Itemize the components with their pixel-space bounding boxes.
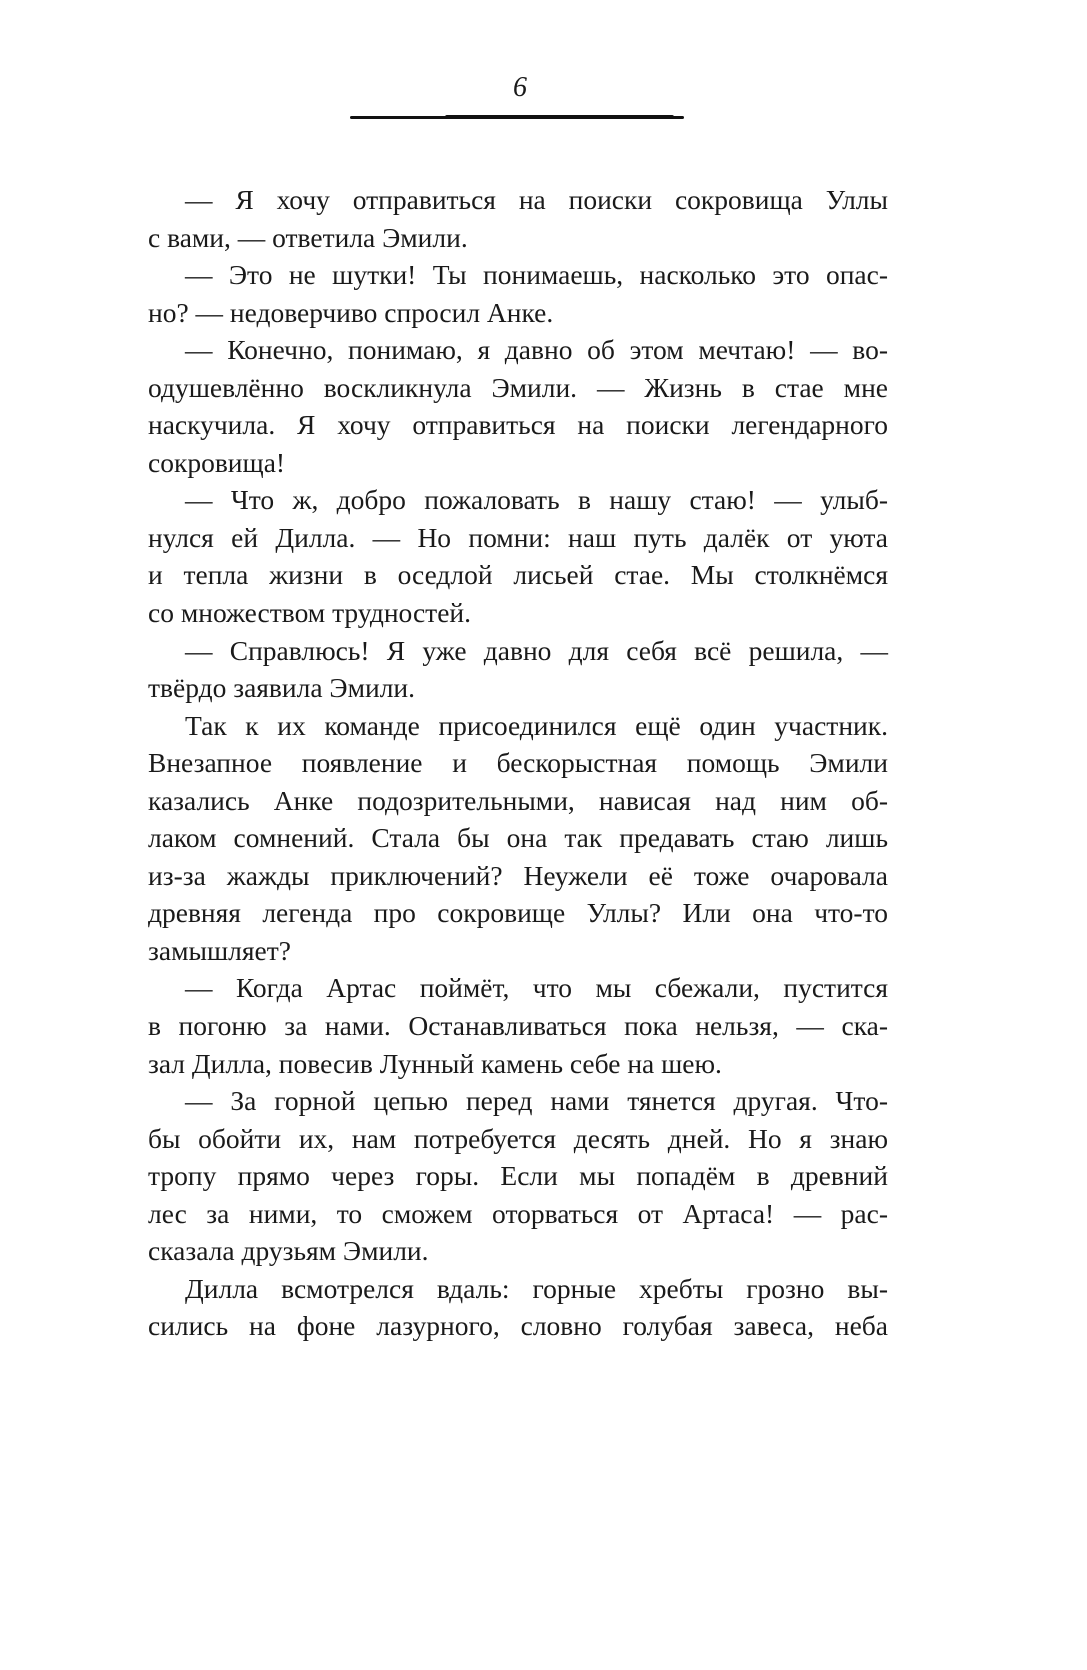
text-line: древняя легенда про сокровище Уллы? Или она что-то bbox=[148, 897, 888, 929]
text-line: бы обойти их, нам потребуется десять дней. Но я знаю bbox=[148, 1122, 888, 1154]
text-line: твёрдо заявила Эмили. bbox=[148, 672, 416, 704]
header-rule bbox=[350, 116, 684, 119]
text-line: — Что ж, добро пожаловать в нашу стаю! — улыб- bbox=[185, 484, 888, 516]
text-line: зал Дилла, повесив Лунный камень себе на шею. bbox=[148, 1047, 722, 1079]
text-line: в погоню за нами. Останавливаться пока нельзя, — ска- bbox=[148, 1010, 888, 1042]
text-line: из-за жажды приключений? Неужели её тоже очаровала bbox=[148, 859, 888, 891]
text-line: — Это не шутки! Ты понимаешь, насколько это опас- bbox=[185, 259, 888, 291]
text-line: лес за ними, то сможем оторваться от Артаса! — рас- bbox=[148, 1197, 888, 1229]
text-line: сказала друзьям Эмили. bbox=[148, 1235, 429, 1267]
text-line: — Я хочу отправиться на поиски сокровища Уллы bbox=[185, 184, 888, 215]
text-line: — Справлюсь! Я уже давно для себя всё решила, — bbox=[185, 634, 888, 666]
text-line: со множеством трудностей. bbox=[148, 597, 471, 629]
text-line: сились на фоне лазурного, словно голубая завеса, неба bbox=[148, 1310, 888, 1342]
text-line: наскучила. Я хочу отправиться на поиски легендарного bbox=[148, 409, 888, 441]
body-text bbox=[148, 181, 888, 1345]
text-line: нулся ей Дилла. — Но помни: наш путь далёк от уюта bbox=[148, 521, 888, 553]
text-line: Внезапное появление и бескорыстная помощь Эмили bbox=[148, 747, 888, 779]
text-line: но? — недоверчиво спросил Анке. bbox=[148, 296, 554, 328]
text-line: — За горной цепью перед нами тянется другая. Что- bbox=[185, 1085, 888, 1117]
text-line: Дилла всмотрелся вдаль: горные хребты грозно вы- bbox=[185, 1272, 888, 1304]
text-line: — Когда Артас поймёт, что мы сбежали, пустится bbox=[185, 972, 888, 1004]
text-line: сокровища! bbox=[148, 446, 286, 478]
text-line: лаком сомнений. Стала бы она так предавать стаю лишь bbox=[148, 822, 888, 854]
text-line: — Конечно, понимаю, я давно об этом мечтаю! — во- bbox=[185, 334, 888, 366]
page-number: 6 bbox=[513, 72, 527, 103]
text-line: одушевлённо воскликнула Эмили. — Жизнь в стае мне bbox=[148, 371, 888, 403]
text-line: и тепла жизни в оседлой лисьей стае. Мы столкнёмся bbox=[148, 559, 888, 591]
text-line: замышляет? bbox=[148, 934, 291, 966]
text-line: Так к их команде присоединился ещё один участник. bbox=[185, 709, 888, 741]
text-line: с вами, — ответила Эмили. bbox=[148, 221, 468, 253]
text-line: казались Анке подозрительными, нависая над ним об- bbox=[148, 784, 888, 816]
text-line: тропу прямо через горы. Если мы попадём в древний bbox=[148, 1160, 888, 1192]
